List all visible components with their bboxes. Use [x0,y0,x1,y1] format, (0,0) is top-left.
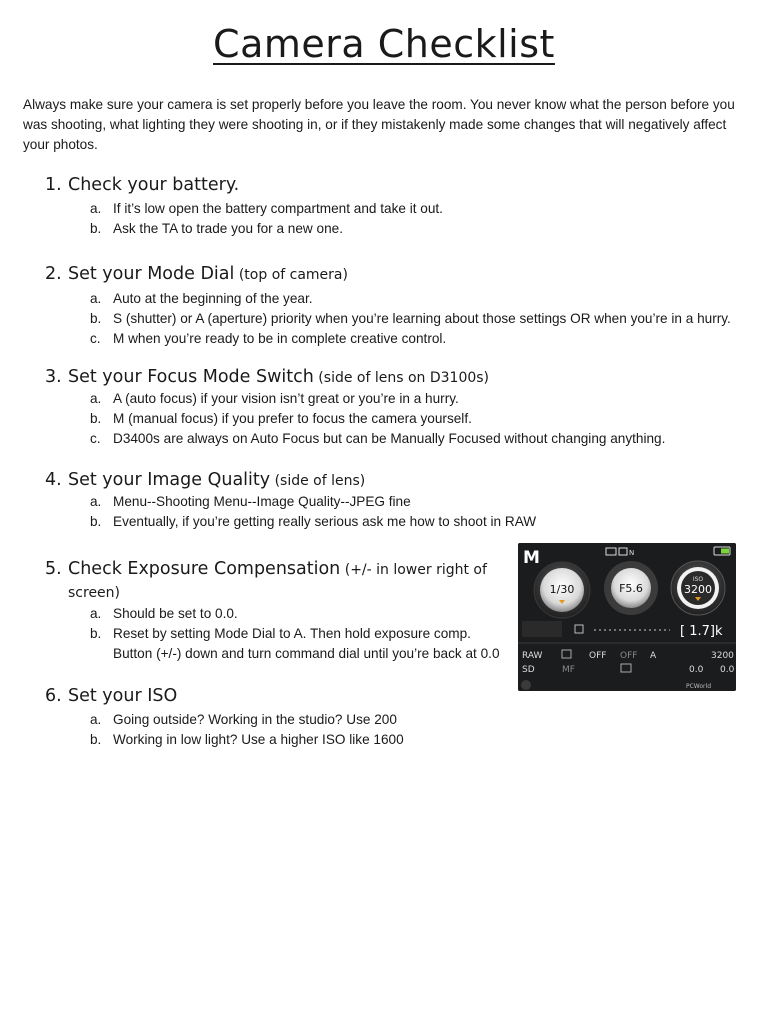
exposure-comp-value: [ 1.7]k [680,624,723,639]
iso-label: ISO [692,576,704,583]
section-title: Set your Image Quality [68,470,271,490]
info-icon [521,680,531,690]
section-number: 5. [45,559,62,579]
section-iso [45,685,755,750]
section-number: 1. [45,175,62,195]
section-focus-mode [45,366,755,449]
section-title: Set your ISO [68,686,178,706]
list-item: b. Working in low light? Use a higher ISO like 1600 [90,732,404,747]
flash-comp-value: 0.0 [689,665,704,675]
list-item: a. If it’s low open the battery compartment and take it out. [90,201,443,216]
list-item: b. Eventually, if you’re getting really serious ask me how to shoot in RAW [90,514,537,529]
section-title: Check your battery. [68,175,240,195]
camera-screen-drawing [518,543,736,691]
list-item: a. A (auto focus) if your vision isn’t great or you’re in a hurry. [90,391,459,406]
section-exposure-comp [45,558,507,664]
section-subtitle: (+/- in lower right of screen) [68,562,487,601]
section-heading [45,469,755,492]
quality-setting: RAW [522,651,543,661]
list-item: a. Auto at the beginning of the year. [90,291,313,306]
aperture-value: F5.6 [619,582,643,595]
list-item: b. Ask the TA to trade you for a new one. [90,221,343,236]
picture-control: SD [522,665,535,675]
adl-setting: OFF [589,651,607,661]
exp-comp-small: 0.0 [720,665,735,675]
list-item: b. S (shutter) or A (aperture) priority when you’re learning about those settings OR when you’re in a hurry. [90,311,731,326]
section-subtitle: (top of camera) [234,267,348,283]
list-item: b. M (manual focus) if you prefer to focus the camera yourself. [90,411,472,426]
af-points-grid [522,621,562,637]
section-number: 3. [45,367,62,387]
shutter-value: 1/30 [549,583,575,596]
intro-paragraph: Always make sure your camera is set properly before you leave the room. You never know what the person before you was shooting, what lighting they were shooting in, or if they mistakenly made some changes that will negatively affect your photos. [23,97,735,152]
metering-setting: A [650,651,657,661]
section-number: 2. [45,264,62,284]
list-item: a. Going outside? Working in the studio? Use 200 [90,712,397,727]
section-battery [45,174,525,239]
section-heading [45,558,507,604]
section-title: Set your Focus Mode Switch [68,367,314,387]
section-title: Check Exposure Compensation [68,559,341,579]
iso-setting: 3200 [711,651,734,661]
mode-indicator: M [523,548,540,568]
svg-text:N: N [629,549,635,557]
flash-setting: OFF [620,651,638,661]
section-number: 6. [45,686,62,706]
list-item: c. M when you’re ready to be in complete creative control. [90,331,447,346]
section-subtitle: (side of lens) [270,473,366,489]
section-heading [45,263,755,286]
brand-watermark: PCWorld [686,683,712,690]
section-mode-dial [45,263,755,349]
section-title: Set your Mode Dial [68,264,235,284]
list-item: a. Should be set to 0.0. [90,606,238,621]
camera-screen-image [518,543,736,691]
section-heading [45,174,525,196]
iso-value: 3200 [684,583,712,596]
section-subtitle: (side of lens on D3100s) [313,370,490,386]
list-item: a. Menu--Shooting Menu--Image Quality--JPEG fine [90,494,411,509]
list-item: c. D3400s are always on Auto Focus but can be Manually Focused without changing anything. [90,431,666,446]
section-heading [45,366,755,389]
focus-setting: MF [562,665,575,675]
section-image-quality [45,469,755,532]
list-item: b. Reset by setting Mode Dial to A. Then hold exposure comp. Button (+/-) down and turn command dial until you’re back at 0.0 [90,626,500,661]
page-title: Camera Checklist [213,22,555,66]
section-number: 4. [45,470,62,490]
